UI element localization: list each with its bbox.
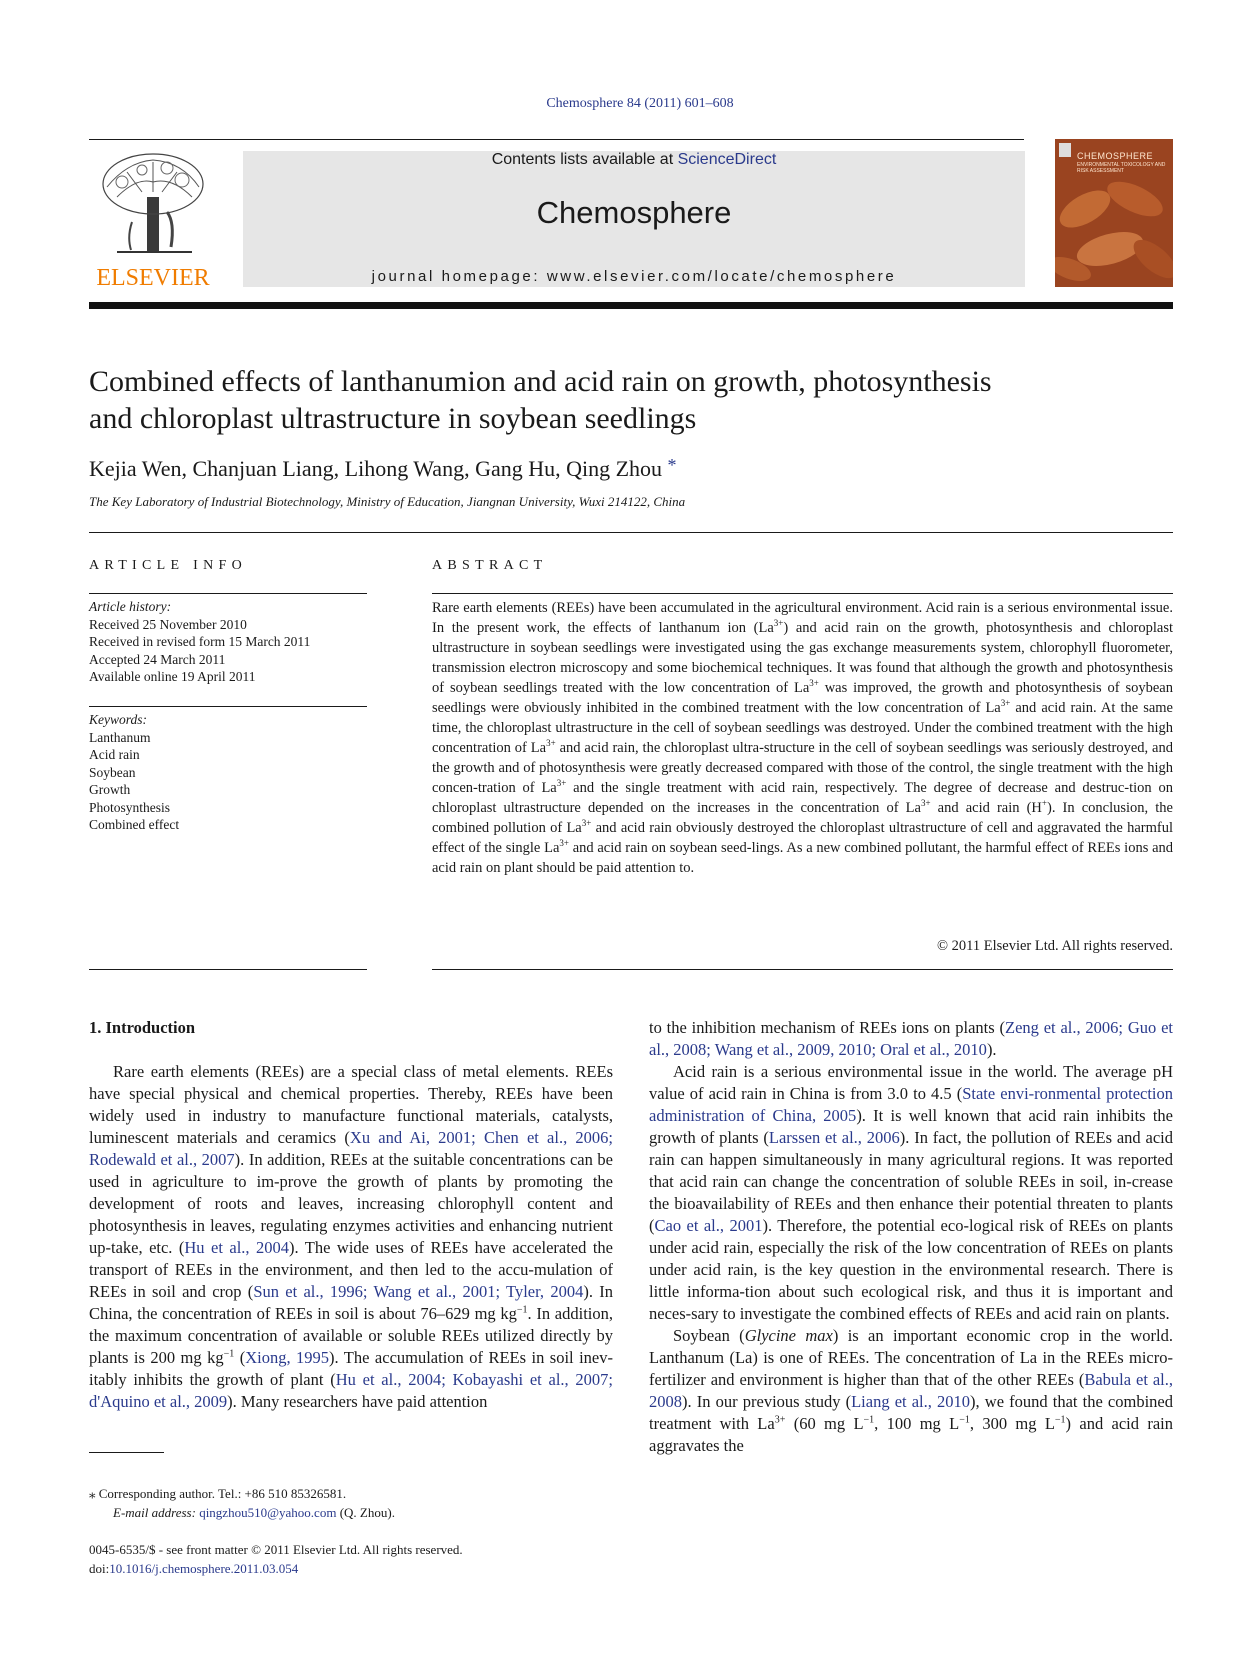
- journal-cover-thumbnail: [1055, 139, 1173, 287]
- citation-link[interactable]: Hu et al., 2004; Kobayashi et al., 2007; d'Aquino et al., 2009: [89, 1370, 613, 1411]
- keyword: Combined effect: [89, 817, 180, 832]
- publisher-wordmark: ELSEVIER: [96, 265, 210, 291]
- affiliation: The Key Laboratory of Industrial Biotechnology, Ministry of Education, Jiangnan University, Wuxi 214122, China: [89, 494, 686, 509]
- body-column-left: [89, 1061, 613, 1413]
- front-matter-line: 0045-6535/$ - see front matter © 2011 Elsevier Ltd. All rights reserved.: [89, 1542, 463, 1557]
- citation-link[interactable]: Hu et al., 2004: [184, 1238, 290, 1257]
- journal-header-band: [243, 151, 1025, 287]
- citation-link[interactable]: Babula et al., 2008: [649, 1370, 1173, 1411]
- email-suffix: (Q. Zhou).: [336, 1505, 395, 1520]
- affiliation-rule: [89, 532, 1173, 533]
- front-matter-info: [89, 1540, 463, 1578]
- journal-homepage[interactable]: journal homepage: www.elsevier.com/locate/chemosphere: [371, 268, 897, 285]
- footnote-rule: [89, 1452, 164, 1453]
- contents-availability: [243, 151, 1025, 169]
- journal-citation[interactable]: Chemosphere 84 (2011) 601–608: [546, 96, 734, 111]
- header-thick-rule: [89, 302, 1173, 309]
- body-paragraph: to the inhibition mechanism of REEs ions on plants (Zeng et al., 2006; Guo et al., 2008; Wang et al., 2009, 2010; Oral et al., 2010).: [649, 1018, 1173, 1059]
- keywords-label: Keywords:: [89, 712, 147, 727]
- title-line-2: and chloroplast ultrastructure in soybean seedlings: [89, 402, 697, 435]
- keyword: Acid rain: [89, 747, 140, 762]
- citation-link[interactable]: State envi-ronmental protection administration of China, 2005: [649, 1084, 1174, 1125]
- doi-link[interactable]: 10.1016/j.chemosphere.2011.03.054: [109, 1561, 299, 1576]
- keywords-list: [89, 711, 179, 834]
- history-item: Accepted 24 March 2011: [89, 651, 226, 667]
- elsevier-logo: [89, 150, 217, 290]
- article-info-rule: [89, 593, 367, 594]
- footnote: [89, 1484, 395, 1522]
- authors-text: Kejia Wen, Chanjuan Liang, Lihong Wang, Gang Hu, Qing Zhou: [89, 456, 663, 481]
- history-item: Received in revised form 15 March 2011: [89, 634, 311, 649]
- corresponding-author-marker[interactable]: *: [667, 455, 677, 475]
- keyword: Photosynthesis: [89, 799, 171, 815]
- history-label: Article history:: [89, 599, 172, 614]
- cover-subtitle: ENVIRONMENTAL TOXICOLOGY AND RISK ASSESSMENT: [1077, 162, 1166, 174]
- email-label: E-mail address:: [113, 1505, 200, 1520]
- contents-prefix: Contents lists available at: [491, 151, 678, 168]
- citation-link[interactable]: Sun et al., 1996; Wang et al., 2001; Tyler, 2004: [253, 1282, 584, 1301]
- cover-title: CHEMOSPHERE: [1077, 151, 1154, 161]
- body-paragraph: Soybean (Glycine max) is an important economic crop in the world. Lanthanum (La) is one of REEs. The concentration of La in the REEs micro-fertilizer and environment is higher than that of the other REEs (Babula et al., 2008). In our previous study (Liang et al., 2010), we found that the combined treatment with $La^{3+}$ (60 mg $L^{-1}$, 100 mg $L^{-1}$, 300 mg $L^{-1}$) and acid rain aggravates the: [649, 1326, 1173, 1455]
- abstract-top-rule: [432, 593, 1173, 594]
- abstract-heading: ABSTRACT: [432, 558, 548, 573]
- citation-link[interactable]: Xiong, 1995: [245, 1348, 330, 1367]
- history-item: Received 25 November 2010: [89, 616, 247, 632]
- keyword: Lanthanum: [89, 729, 151, 745]
- body-paragraph: Acid rain is a serious environmental issue in the world. The average pH value of acid rain in China is from 3.0 to 4.5 (State envi-ronmental protection administration of China, 2005). It is well known that acid rain inhibits the growth of plants (Larssen et al., 2006). In fact, the pollution of REEs and acid rain can happen simultaneously in many agricultural regions. It was reported that acid rain can change the concentration of soluble REEs in soil, in-crease the bioavailability of REEs and then enhance their potential threaten to plants (Cao et al., 2001). Therefore, the potential eco-logical risk of REEs on plants under acid rain, especially the risk of the low concentration of REEs on plants under acid rain, is the key question in the environmental research. There is little informa-tion about such ecological risk, and thus it is important and neces-sary to investigate the combined effects of REEs and acid rain on plants.: [649, 1062, 1174, 1323]
- citation-link[interactable]: Xu and Ai, 2001; Chen et al., 2006; Rodewald et al., 2007: [89, 1128, 613, 1169]
- journal-name: Chemosphere: [536, 195, 732, 230]
- keyword: Growth: [89, 782, 131, 797]
- citation-link[interactable]: Larssen et al., 2006: [768, 1128, 900, 1147]
- body-paragraph: Rare earth elements (REEs) are a special class of metal elements. REEs have special physical and chemical properties. Thereby, REEs have been widely used in industry to manufacture functional materials, catalysts, luminescent materials and ceramics (Xu and Ai, 2001; Chen et al., 2006; Rodewald et al., 2007). In addition, REEs at the suitable concentrations can be used in agriculture to im-prove the growth of plants by promoting the development of roots and leaves, increasing chlorophyll content and photosynthesis in leaves, regulating enzymes activities and enhancing nutrient up-take, etc. (Hu et al., 2004). The wide uses of REEs have accelerated the transport of REEs in the environment, and then led to the accu-mulation of REEs in soil and crop (Sun et al., 1996; Wang et al., 2001; Tyler, 2004). In China, the concentration of REEs in soil is about 76–629 mg $kg^{-1}$. In addition, the maximum concentration of available or soluble REEs utilized directly by plants is 200 mg $kg^{-1}$ (Xiong, 1995). The accumulation of REEs in soil inev-itably inhibits the growth of plant (Hu et al., 2004; Kobayashi et al., 2007; d'Aquino et al., 2009). Many researchers have paid attention: [89, 1062, 614, 1411]
- section-heading-introduction: 1. Introduction: [89, 1018, 196, 1037]
- citation-link[interactable]: Liang et al., 2010: [851, 1392, 971, 1411]
- article-info-bottom-rule: [89, 969, 367, 970]
- email-line: [89, 1503, 395, 1522]
- keyword: Soybean: [89, 764, 136, 780]
- title-line-1: Combined effects of lanthanumion and acid rain on growth, photosynthesis: [89, 365, 992, 398]
- abstract-body: Rare earth elements (REEs) have been accumulated in the agricultural environment. Acid rain is a serious environmental issue. In the present work, the effects of lanthanum ion $(La^{3+})$ and acid rain on the growth, photosynthesis and chloroplast ultrastructure in soybean seedlings were investigated using the gas exchange measurements system, chlorophyll fluorometer, transmission electron microscopy and some biochemical techniques. It was found that although the growth and photosynthesis of soybean seedlings treated with the low concentration of $La^{3+}$ was improved, the growth and photosynthesis of soybean seedlings were obviously inhibited in the combined treatment with the low concentration of $La^{3+}$ and acid rain. At the same time, the chloroplast ultrastructure in the cell of soybean seedlings was destroyed. Under the combined treatment with the high concentration of $La^{3+}$ and acid rain, the chloroplast ultra-structure in the cell of soybean seedlings was seriously destroyed, and the growth and of photosynthesis were greatly decreased compared with those of the control, the single treatment with the high concen-tration of $La^{3+}$ and the single treatment with acid rain, respectively. The degree of decrease and destruc-tion on chloroplast ultrastructure depended on the increases in the concentration of $La^{3+}$ and acid rain (H+). In conclusion, the combined pollution of $La^{3+}$ and acid rain obviously destroyed the chloroplast ultrastructure of cell and aggravated the harmful effect of the single $La^{3+}$ and acid rain on soybean seed-lings. As a new combined pollutant, the harmful effect of REEs ions and acid rain on plant should be paid attention to.: [432, 600, 1174, 876]
- history-item: Available online 19 April 2011: [89, 669, 256, 684]
- corresponding-author-note: ⁎ Corresponding author. Tel.: +86 510 85326581.: [89, 1486, 347, 1501]
- abstract-copyright: © 2011 Elsevier Ltd. All rights reserved.: [937, 938, 1173, 954]
- doi-line: [89, 1559, 463, 1578]
- article-history: [89, 598, 310, 686]
- abstract-bottom-rule: [432, 969, 1173, 970]
- author-list: [89, 455, 677, 482]
- body-column-right: [649, 1017, 1173, 1457]
- doi-label: doi:: [89, 1561, 110, 1576]
- article-title: [89, 363, 1149, 437]
- header-top-rule: [89, 139, 1024, 140]
- sciencedirect-link[interactable]: ScienceDirect: [677, 151, 777, 168]
- article-info-heading: ARTICLE INFO: [89, 558, 248, 573]
- citation-link[interactable]: Zeng et al., 2006; Guo et al., 2008; Wang et al., 2009, 2010; Oral et al., 2010: [649, 1018, 1173, 1059]
- tree-icon: [97, 152, 209, 262]
- email-link[interactable]: qingzhou510@yahoo.com: [199, 1505, 337, 1520]
- keywords-rule: [89, 706, 367, 707]
- citation-link[interactable]: Cao et al., 2001: [654, 1216, 763, 1235]
